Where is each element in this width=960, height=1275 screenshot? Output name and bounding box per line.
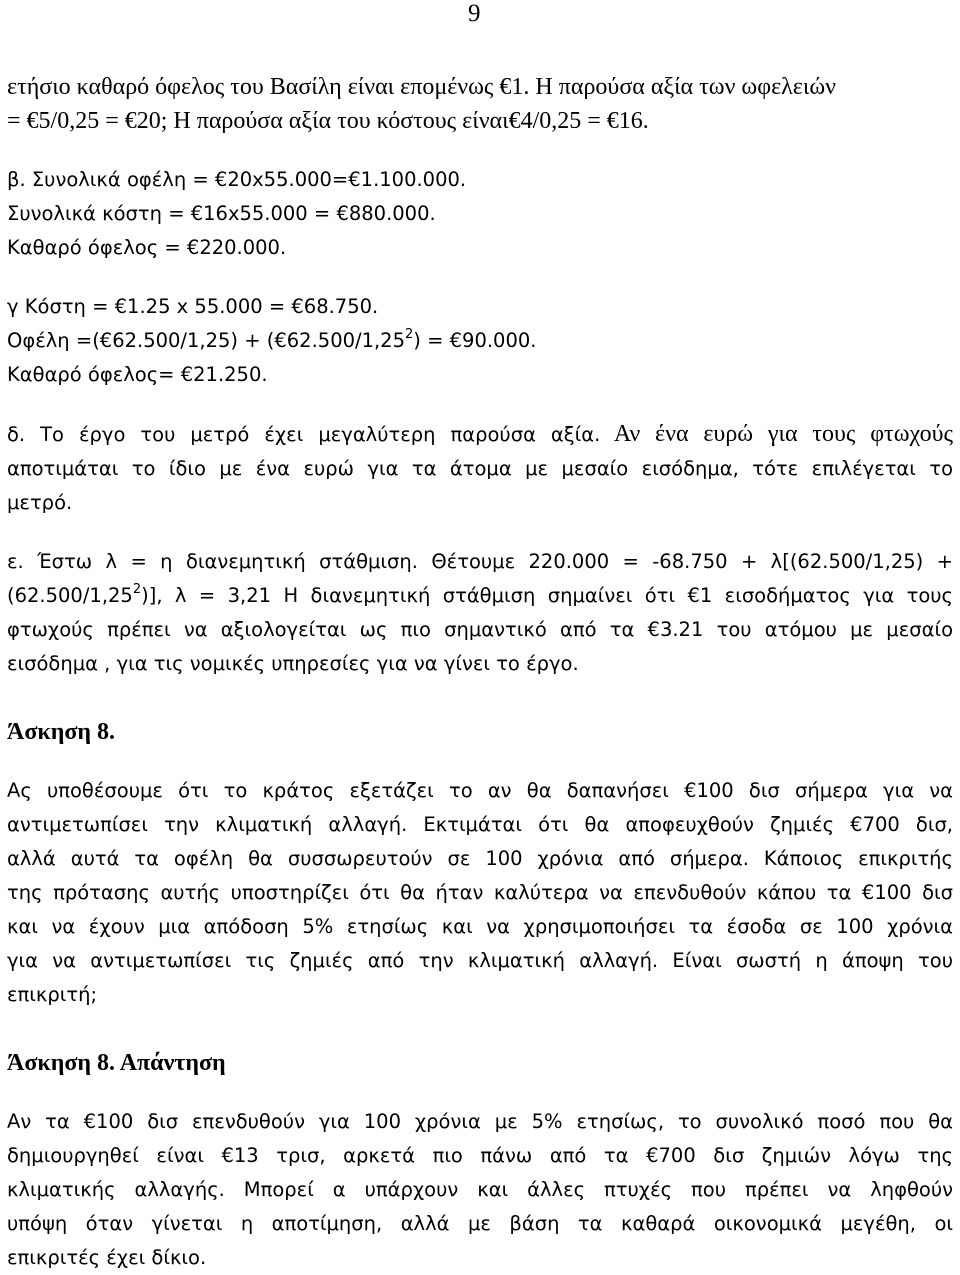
- text-line: Καθαρό όφελος= €21.250.: [7, 363, 268, 386]
- text-line: Αν τα €100 δισ επενδυθούν για 100 χρόνια με 5% ετησίως, το συνολικό ποσό που θα: [7, 1110, 953, 1133]
- document-body: [7, 70, 953, 1275]
- superscript: 2: [405, 327, 414, 342]
- block-b: [7, 163, 953, 265]
- text-line: αντιμετωπίσει την κλιματική αλλαγή. Εκτιμάται ότι θα αποφευχθούν ζημιές €700 δισ,: [7, 813, 953, 836]
- text-line: Συνολικά κόστη = €16x55.000 = €880.000.: [7, 202, 436, 225]
- text-line: ε. Έστω λ = η διανεμητική στάθμιση. Θέτουμε 220.000 = -68.750 + λ[(62.500/1,25) +: [7, 550, 953, 573]
- text-line: αλλά αυτά τα οφέλη θα συσσωρευτούν σε 100 χρόνια από σήμερα. Κάποιος επικριτής: [7, 847, 953, 870]
- text-line: ετήσιο καθαρό όφελος του Βασίλη είναι επομένως €1. Η παρούσα αξία των ωφελειών: [7, 74, 836, 100]
- answer-text: [7, 1105, 953, 1275]
- block-d: [7, 417, 953, 520]
- text-line: υπόψη όταν γίνεται η αποτίμηση, αλλά με βάση τα καθαρά οικονομικά μεγέθη, οι: [7, 1212, 953, 1235]
- text-line: δημιουργηθεί είναι €13 τρισ, αρκετά πιο πάνω από τα €700 δισ ζημιών λόγω της: [7, 1144, 953, 1167]
- text-line: και να έχουν μια απόδοση 5% ετησίως και να χρησιμοποιήσει τα έσοδα σε 100 χρόνια: [7, 915, 953, 938]
- text-line: Οφέλη =(€62.500/1,25) + $(€62.500/1,25^2)$ = €90.000.: [7, 327, 537, 352]
- text-line: κλιματικής αλλαγής. Μπορεί α υπάρχουν και άλλες πτυχές που πρέπει να ληφθούν: [7, 1178, 953, 1201]
- text-line: δ. Το έργο του μετρό έχει μεγαλύτερη παρούσα αξία. Αν ένα ευρώ για τους φτωχούς: [7, 421, 954, 447]
- text-line: μετρό.: [7, 491, 73, 514]
- text-line: φτωχούς πρέπει να αξιολογείται ως πιο σημαντικό από τα €3.21 του ατόμου με μεσαίο: [7, 618, 953, 641]
- exercise-heading: Άσκηση 8.: [7, 719, 116, 745]
- text-line: β. Συνολικά οφέλη = €20x55.000=€1.100.000.: [7, 168, 467, 191]
- superscript: 2: [132, 582, 142, 597]
- block-e: [7, 545, 953, 681]
- text-line: αποτιμάται το ίδιο με ένα ευρώ για τα άτομα με μεσαίο εισόδημα, τότε επιλέγεται το: [7, 457, 953, 480]
- text-line: = €5/0,25 = €20; Η παρούσα αξία του κόστους είναι€4/0,25 = €16.: [7, 108, 649, 134]
- text-line: (62.500/1,25$^2$)], λ = 3,21 Η διανεμητική στάθμιση σημαίνει ότι €1 εισοδήματος για τους: [7, 582, 953, 607]
- text-line: Ας υποθέσουμε ότι το κράτος εξετάζει το αν θα δαπανήσει €100 δισ σήμερα για να: [7, 779, 953, 802]
- text-line: Καθαρό όφελος = €220.000.: [7, 236, 287, 259]
- block-net-benefit: [7, 70, 953, 138]
- answer-heading: Άσκηση 8. Απάντηση: [7, 1050, 226, 1076]
- block-c: [7, 290, 953, 392]
- text-line: για να αντιμετωπίσει τις ζημιές από την κλιματική αλλαγή. Είναι σωστή η άποψη του: [7, 949, 953, 972]
- text-line: γ Κόστη = €1.25 x 55.000 = €68.750.: [7, 295, 379, 318]
- text-line: εισόδημα , για τις νομικές υπηρεσίες για να γίνει το έργο.: [7, 652, 579, 675]
- exercise-text: [7, 774, 953, 1012]
- page-number: 9: [468, 0, 481, 27]
- text-line: επικριτή;: [7, 983, 98, 1006]
- text-line: επικριτές έχει δίκιο.: [7, 1246, 207, 1269]
- text-line: της πρότασης αυτής υποστηρίζει ότι θα ήταν καλύτερα να επενδυθούν κάπου τα €100 δισ: [7, 881, 953, 904]
